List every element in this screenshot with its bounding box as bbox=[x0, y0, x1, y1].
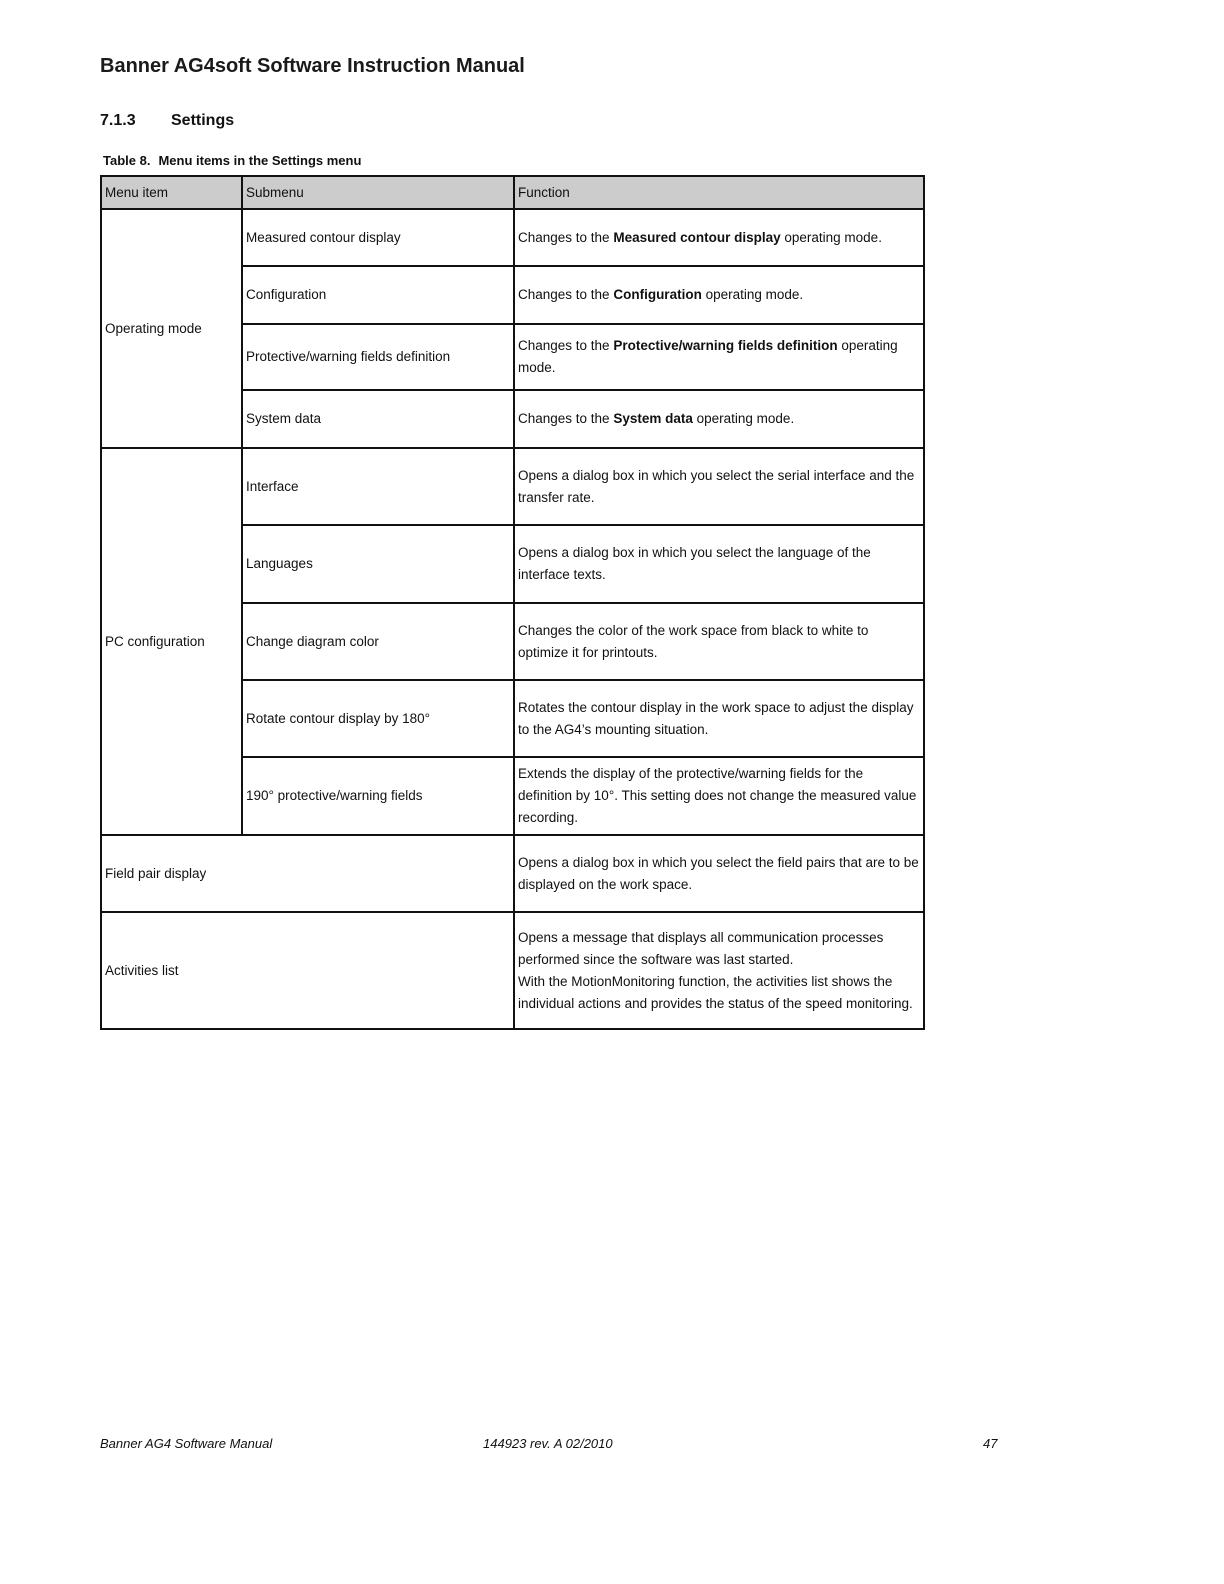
submenu-cell: System data bbox=[242, 390, 514, 448]
table-caption-text: Menu items in the Settings menu bbox=[158, 153, 362, 168]
footer-revision: 144923 rev. A 02/2010 bbox=[483, 1436, 613, 1451]
function-cell: Changes to the System data operating mode. bbox=[514, 390, 924, 448]
table-header-row bbox=[101, 176, 924, 209]
table-caption-label: Table 8. bbox=[103, 153, 151, 168]
table-row bbox=[101, 448, 924, 525]
submenu-cell: Languages bbox=[242, 525, 514, 603]
submenu-cell: Measured contour display bbox=[242, 209, 514, 266]
document-title: Banner AG4soft Software Instruction Manual bbox=[100, 55, 525, 77]
menu-item-activities-list: Activities list bbox=[101, 912, 514, 1029]
section-title: Settings bbox=[171, 112, 235, 129]
function-cell: Changes to the Protective/warning fields definition operating mode. bbox=[514, 324, 924, 390]
footer-manual-title: Banner AG4 Software Manual bbox=[100, 1436, 273, 1451]
function-cell: Changes to the Configuration operating mode. bbox=[514, 266, 924, 324]
table-caption bbox=[103, 153, 361, 168]
submenu-cell: Protective/warning fields definition bbox=[242, 324, 514, 390]
menu-item-pc-configuration: PC configuration bbox=[101, 448, 242, 835]
table-row bbox=[101, 835, 924, 912]
submenu-cell: Rotate contour display by 180° bbox=[242, 680, 514, 757]
submenu-cell: Configuration bbox=[242, 266, 514, 324]
menu-item-field-pair-display: Field pair display bbox=[101, 835, 514, 912]
function-cell: Changes the color of the work space from black to white to optimize it for printouts. bbox=[514, 603, 924, 680]
function-cell: Extends the display of the protective/warning fields for the definition by 10°. This setting does not change the measured value recording. bbox=[514, 757, 924, 835]
function-cell: Opens a dialog box in which you select the serial interface and the transfer rate. bbox=[514, 448, 924, 525]
section-heading bbox=[100, 112, 234, 130]
function-cell bbox=[514, 912, 924, 1029]
header-function: Function bbox=[514, 176, 924, 209]
table-row bbox=[101, 912, 924, 1029]
menu-item-operating-mode: Operating mode bbox=[101, 209, 242, 448]
header-menu-item: Menu item bbox=[101, 176, 242, 209]
submenu-cell: Interface bbox=[242, 448, 514, 525]
submenu-cell: Change diagram color bbox=[242, 603, 514, 680]
function-cell: Opens a dialog box in which you select the language of the interface texts. bbox=[514, 525, 924, 603]
submenu-cell: 190° protective/warning fields bbox=[242, 757, 514, 835]
function-line: Opens a message that displays all communication processes performed since the software was last started. bbox=[518, 929, 884, 967]
function-line: With the MotionMonitoring function, the activities list shows the individual actions and provides the status of the speed monitoring. bbox=[518, 973, 913, 1011]
function-cell: Rotates the contour display in the work space to adjust the display to the AG4’s mounting situation. bbox=[514, 680, 924, 757]
function-cell: Opens a dialog box in which you select the field pairs that are to be displayed on the work space. bbox=[514, 835, 924, 912]
function-cell: Changes to the Measured contour display operating mode. bbox=[514, 209, 924, 266]
table-row bbox=[101, 209, 924, 266]
section-number: 7.1.3 bbox=[100, 112, 136, 129]
header-submenu: Submenu bbox=[242, 176, 514, 209]
footer-page-number: 47 bbox=[983, 1436, 998, 1451]
settings-menu-table bbox=[100, 175, 925, 1030]
